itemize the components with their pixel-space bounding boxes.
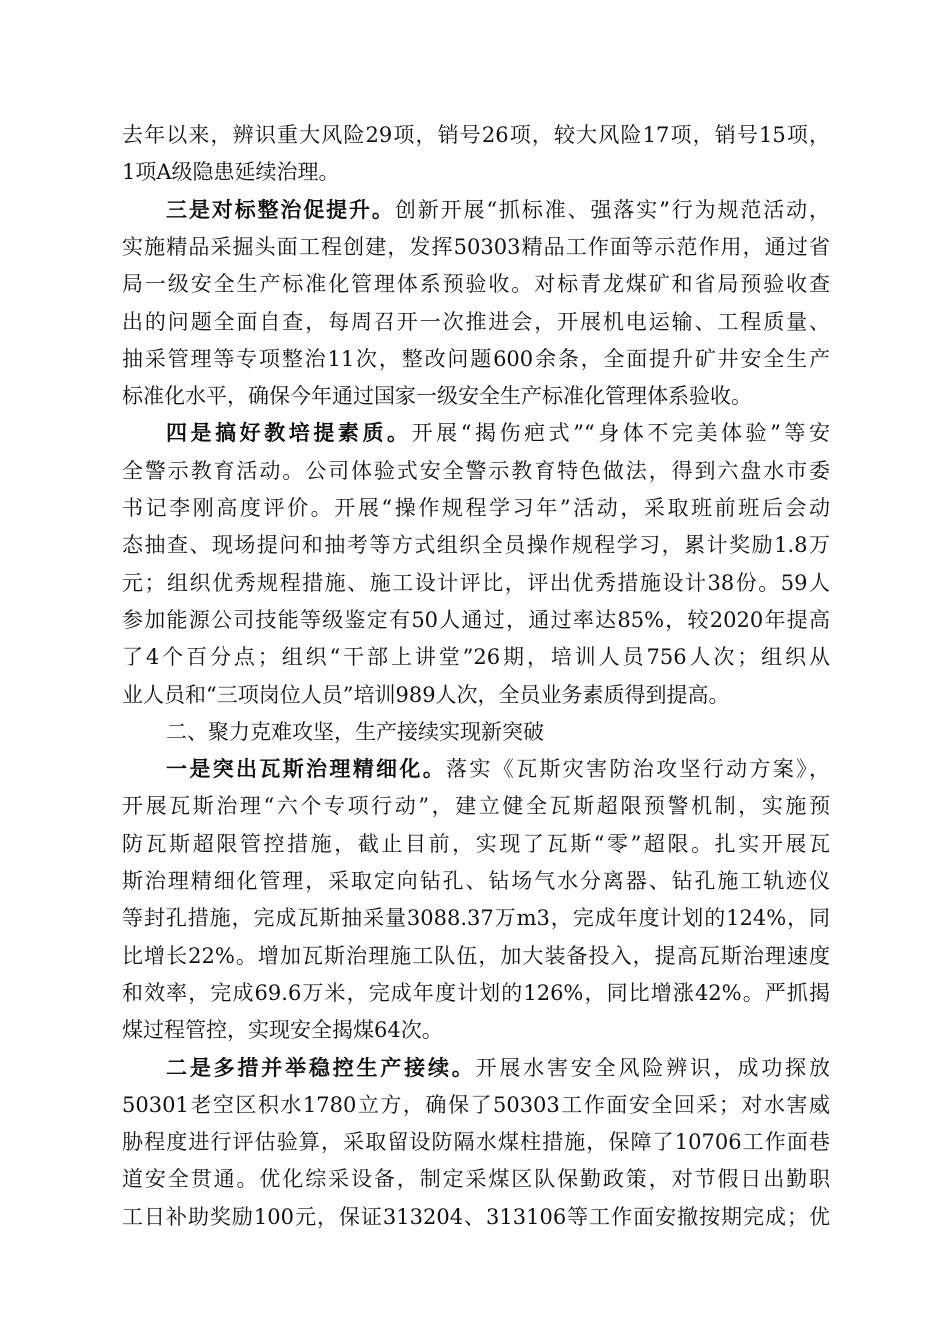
text-line (122, 1127, 830, 1157)
line-text: 落实《瓦斯灾害防治攻坚行动方案》， (446, 757, 831, 782)
text-line (122, 1164, 830, 1194)
line-text: 业人员和“三项岗位人员”培训989人次，全员业务素质得到提高。 (122, 682, 730, 707)
text-line (122, 791, 830, 821)
text-line (122, 232, 830, 262)
line-text: 参加能源公司技能等级鉴定有50人通过，通过率达85%，较2020年提高 (122, 607, 830, 632)
text-line (122, 1090, 830, 1120)
line-text: 实施精品采掘头面工程创建，发挥50303精品工作面等示范作用，通过省 (122, 234, 830, 259)
text-line (166, 717, 830, 747)
line-text: 煤过程管控，实现安全揭煤64次。 (122, 1018, 443, 1043)
line-text: 出的问题全面自查，每周召开一次推进会，开展机电运输、工程质量、 (122, 309, 830, 334)
line-text: 工日补助奖励100元，保证313204、313106等工作面安撤按期完成；优 (122, 1204, 830, 1229)
text-line (122, 680, 830, 710)
line-text: 态抽查、现场提问和抽考等方式组织全员操作规程学习，累计奖励1.8万 (122, 533, 830, 558)
text-line (122, 493, 830, 523)
line-text: 去年以来，辨识重大风险29项，销号26项，较大风险17项，销号15项， (122, 123, 830, 147)
line-text: 胁程度进行评估验算，采取留设防隔水煤柱措施，保障了10706工作面巷 (122, 1130, 830, 1155)
line-text: 了4个百分点；组织“干部上讲堂”26期，培训人员756人次；组织从 (122, 645, 830, 670)
line-text: 50301老空区积水1780立方，确保了50303工作面安全回采；对水害威 (122, 1092, 830, 1117)
text-line (122, 344, 830, 374)
paragraph-heading: 四是搞好教培提素质。 (166, 420, 412, 446)
line-text: 标准化水平，确保今年通过国家一级安全生产标准化管理体系验收。 (122, 384, 752, 409)
paragraph-heading: 二是多措并举稳控生产接续。 (166, 1054, 476, 1080)
text-line (166, 418, 830, 448)
text-line (122, 307, 830, 337)
paragraph-heading: 三是对标整治促提升。 (166, 196, 395, 222)
text-line (122, 456, 830, 486)
text-line (122, 1015, 830, 1045)
line-text: 道安全贯通。优化综采设备，制定采煤区队保勤政策，对节假日出勤职 (122, 1167, 830, 1192)
text-line (122, 903, 830, 933)
text-line (122, 829, 830, 859)
line-text: 局一级安全生产标准化管理体系预验收。对标青龙煤矿和省局预验收查 (122, 272, 830, 297)
text-line (122, 941, 830, 971)
line-text: 二、聚力克难攻坚，生产接续实现新突破 (166, 719, 544, 744)
text-line (122, 605, 830, 635)
text-line (166, 754, 830, 784)
line-text: 防瓦斯超限管控措施，截止目前，实现了瓦斯“零”超限。扎实开展瓦 (122, 831, 830, 856)
text-line (166, 195, 830, 225)
text-line (122, 568, 830, 598)
line-text: 和效率，完成69.6万米，完成年度计划的126%，同比增涨42%。严抓揭 (122, 980, 830, 1005)
line-text: 开展“揭伤疤式”“身体不完美体验”等安 (411, 421, 830, 446)
text-line (122, 642, 830, 672)
text-line (122, 157, 830, 187)
text-line (122, 866, 830, 896)
text-line (122, 978, 830, 1008)
text-line (122, 530, 830, 560)
line-text: 全警示教育活动。公司体验式安全警示教育特色做法，得到六盘水市委 (122, 458, 830, 483)
line-text: 比增长22%。增加瓦斯治理施工队伍，加大装备投入，提高瓦斯治理速度 (122, 943, 830, 968)
text-line (166, 1053, 830, 1083)
text-line (122, 269, 830, 299)
line-text: 创新开展“抓标准、强落实”行为规范活动， (394, 197, 830, 222)
text-line (122, 120, 830, 150)
line-text: 开展水害安全风险辨识，成功探放 (475, 1055, 830, 1080)
line-text: 抽采管理等专项整治11次，整改问题600余条，全面提升矿井安全生产 (122, 346, 830, 371)
line-text: 1项A级隐患延续治理。 (122, 160, 340, 185)
line-text: 元；组织优秀规程措施、施工设计评比，评出优秀措施设计38份。59人 (122, 570, 830, 595)
paragraph-heading: 一是突出瓦斯治理精细化。 (166, 756, 447, 782)
line-text: 等封孔措施，完成瓦斯抽采量3088.37万m3，完成年度计划的124%，同 (122, 906, 830, 931)
line-text: 斯治理精细化管理，采取定向钻孔、钻场气水分离器、钻孔施工轨迹仪 (122, 869, 830, 893)
text-line (122, 381, 830, 411)
text-line (122, 1202, 830, 1232)
line-text: 开展瓦斯治理“六个专项行动”，建立健全瓦斯超限预警机制，实施预 (122, 794, 830, 819)
line-text: 书记李刚高度评价。开展“操作规程学习年”活动，采取班前班后会动 (122, 496, 830, 520)
